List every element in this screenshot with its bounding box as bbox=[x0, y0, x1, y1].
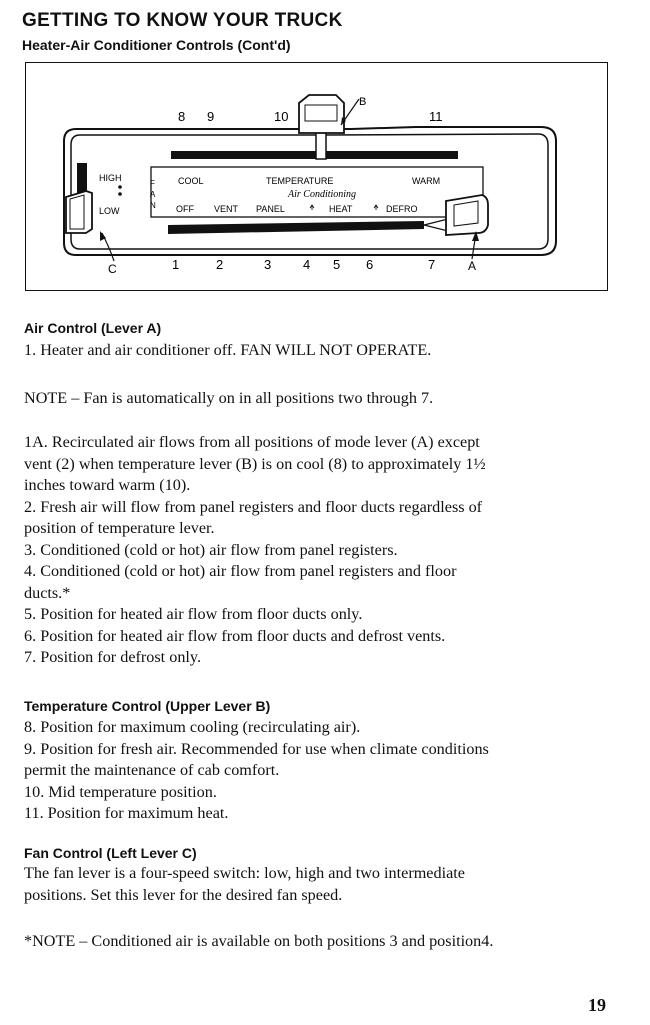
text-line: permit the maintenance of cab comfort. bbox=[24, 761, 280, 779]
mode-lever-slot bbox=[168, 221, 424, 234]
text-line: 1. Heater and air conditioner off. FAN WILL NOT OPERATE. bbox=[24, 341, 432, 359]
position-number-4: 4 bbox=[303, 257, 311, 272]
mode-vent-label: VENT bbox=[214, 204, 239, 214]
text-line: 8. Position for maximum cooling (recirculating air). bbox=[24, 718, 361, 736]
mode-lever-a[interactable] bbox=[446, 195, 488, 235]
mode-heat-label: HEAT bbox=[329, 204, 353, 214]
position-number-11: 11 bbox=[429, 109, 443, 124]
mode-panel-label: PANEL bbox=[256, 204, 285, 214]
temperature-lever-slot bbox=[171, 151, 458, 159]
text-line: position of temperature lever. bbox=[24, 519, 215, 537]
mode-defrost-label: DEFRO bbox=[386, 204, 418, 214]
page-number: 19 bbox=[588, 995, 606, 1015]
text-line: 3. Conditioned (cold or hot) air flow from panel registers. bbox=[24, 540, 398, 559]
position-number-6: 6 bbox=[366, 257, 374, 272]
air-control-positions bbox=[24, 432, 624, 669]
fan-letter-a: A bbox=[150, 190, 156, 199]
text-line: vent (2) when temperature lever (B) is on cool (8) to approximately 1½ bbox=[24, 454, 486, 473]
fan-letter-n: N bbox=[150, 201, 156, 210]
text-line: 11. Position for maximum heat. bbox=[24, 804, 229, 822]
fan-letter-f: F bbox=[150, 179, 155, 188]
text-line: ducts.* bbox=[24, 583, 71, 602]
text-line: The fan lever is a four-speed switch: low, high and two intermediate bbox=[24, 864, 465, 882]
air-conditioning-script-label: Air Conditioning bbox=[288, 189, 357, 200]
fan-control-description bbox=[24, 863, 624, 906]
text-line: *NOTE – Conditioned air is available on both positions 3 and position4. bbox=[24, 932, 494, 950]
position-number-5: 5 bbox=[333, 257, 341, 272]
fan-note bbox=[24, 388, 624, 410]
footnote bbox=[24, 931, 624, 953]
text-line: 4. Conditioned (cold or hot) air flow from panel registers and floor bbox=[24, 562, 457, 580]
fan-high-label: HIGH bbox=[99, 173, 122, 183]
page-subheading: Heater-Air Conditioner Controls (Cont'd) bbox=[22, 37, 291, 53]
temperature-control-positions bbox=[24, 717, 624, 825]
text-line: 5. Position for heated air flow from floor ducts only. bbox=[24, 605, 363, 623]
air-control-title: Air Control (Lever A) bbox=[24, 320, 162, 336]
position-number-3: 3 bbox=[264, 257, 272, 272]
warm-label: WARM bbox=[412, 176, 441, 186]
fan-control-title: Fan Control (Left Lever C) bbox=[24, 845, 197, 861]
text-line: 1A. Recirculated air flows from all positions of mode lever (A) except bbox=[24, 433, 480, 451]
temperature-label: TEMPERATURE bbox=[266, 176, 334, 186]
text-line: 6. Position for heated air flow from floor ducts and defrost vents. bbox=[24, 626, 446, 645]
text-line: 10. Mid temperature position. bbox=[24, 782, 217, 801]
text-line: 9. Position for fresh air. Recommended for use when climate conditions bbox=[24, 739, 489, 758]
callout-c: C bbox=[108, 262, 117, 276]
position-number-8: 8 bbox=[178, 109, 186, 124]
temperature-control-title: Temperature Control (Upper Lever B) bbox=[24, 698, 271, 714]
callout-a: A bbox=[468, 259, 477, 273]
position-number-9: 9 bbox=[207, 109, 215, 124]
cool-label: COOL bbox=[178, 176, 204, 186]
text-line: NOTE – Fan is automatically on in all positions two through 7. bbox=[24, 389, 434, 407]
text-line: 7. Position for defrost only. bbox=[24, 648, 202, 666]
air-control-item-1 bbox=[24, 340, 624, 362]
position-number-1: 1 bbox=[172, 257, 180, 272]
position-number-7: 7 bbox=[428, 257, 436, 272]
control-panel-diagram bbox=[25, 62, 608, 291]
text-line: 2. Fresh air will flow from panel registers and floor ducts regardless of bbox=[24, 497, 483, 516]
position-number-10: 10 bbox=[274, 109, 289, 124]
fan-speed-dot bbox=[118, 185, 122, 189]
text-line: positions. Set this lever for the desired fan speed. bbox=[24, 885, 343, 904]
position-number-2: 2 bbox=[216, 257, 224, 272]
text-line: inches toward warm (10). bbox=[24, 476, 191, 494]
fan-speed-dot bbox=[118, 192, 122, 196]
fan-low-label: LOW bbox=[99, 206, 120, 216]
page-heading: GETTING TO KNOW YOUR TRUCK bbox=[22, 10, 343, 31]
callout-b: B bbox=[359, 96, 367, 108]
control-panel-illustration bbox=[26, 63, 609, 292]
mode-off-label: OFF bbox=[176, 204, 194, 214]
